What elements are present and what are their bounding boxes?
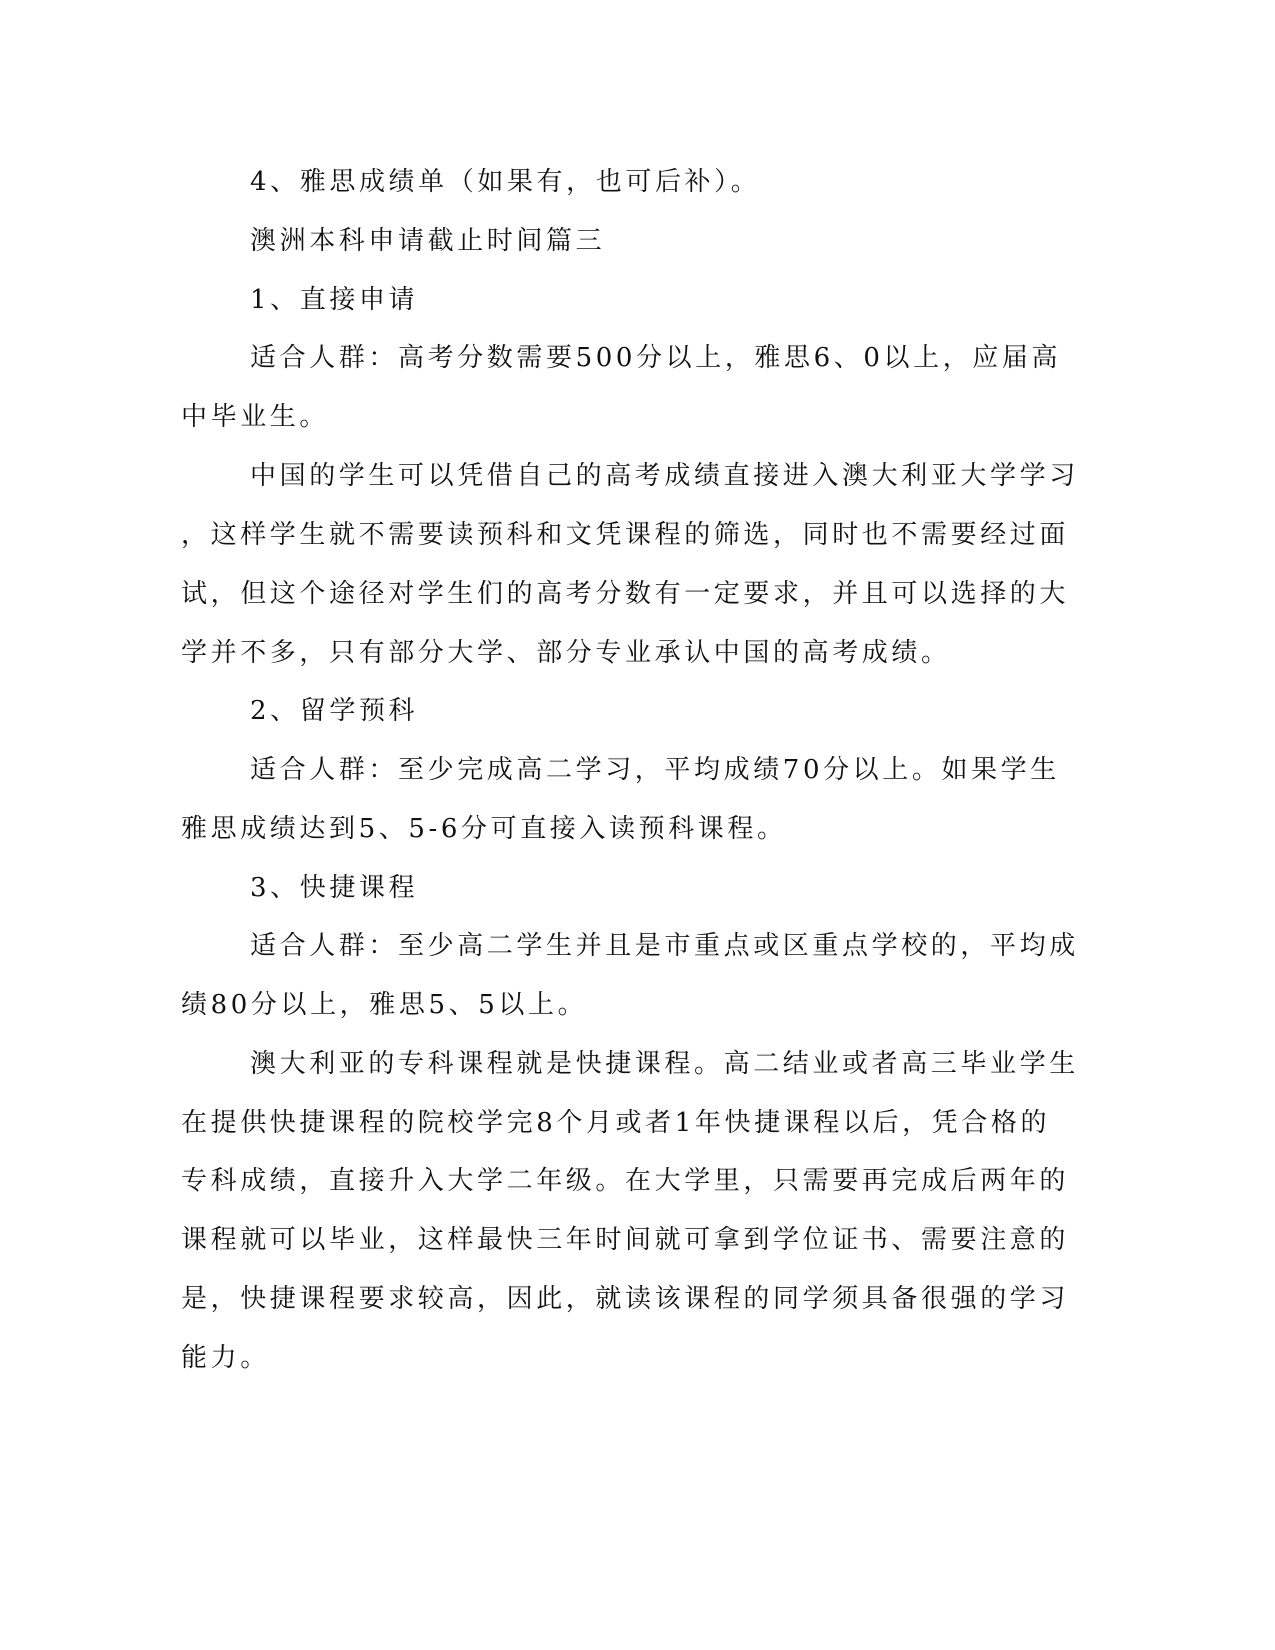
section-heading: 澳洲本科申请截止时间篇三	[250, 226, 606, 256]
paragraph-line: 是，快捷课程要求较高，因此，就读该课程的同学须具备很强的学习	[181, 1284, 1070, 1314]
paragraph-line: 中毕业生。	[181, 402, 330, 432]
paragraph-line: ，这样学生就不需要读预科和文凭课程的筛选，同时也不需要经过面	[181, 520, 1070, 550]
paragraph-line: 中国的学生可以凭借自己的高考成绩直接进入澳大利亚大学学习	[250, 461, 1079, 491]
paragraph-line: 4、雅思成绩单（如果有，也可后补）。	[250, 167, 761, 197]
paragraph-line: 适合人群：高考分数需要500分以上，雅思6、0以上，应届高	[250, 343, 1062, 373]
paragraph-line: 试，但这个途径对学生们的高考分数有一定要求，并且可以选择的大	[181, 579, 1070, 609]
subsection-heading: 3、快捷课程	[250, 873, 419, 903]
paragraph-line: 专科成绩，直接升入大学二年级。在大学里，只需要再完成后两年的	[181, 1166, 1070, 1196]
subsection-heading: 2、留学预科	[250, 696, 419, 726]
paragraph-line: 能力。	[181, 1343, 270, 1373]
paragraph-line: 学并不多，只有部分大学、部分专业承认中国的高考成绩。	[181, 638, 951, 668]
paragraph-line: 适合人群：至少完成高二学习，平均成绩70分以上。如果学生	[250, 755, 1060, 785]
paragraph-line: 澳大利亚的专科课程就是快捷课程。高二结业或者高三毕业学生	[250, 1049, 1079, 1079]
paragraph-line: 绩80分以上，雅思5、5以上。	[181, 990, 588, 1020]
paragraph-line: 适合人群：至少高二学生并且是市重点或区重点学校的，平均成	[250, 931, 1079, 961]
paragraph-line: 在提供快捷课程的院校学完8个月或者1年快捷课程以后，凭合格的	[181, 1108, 1051, 1138]
paragraph-line: 课程就可以毕业，这样最快三年时间就可拿到学位证书、需要注意的	[181, 1225, 1070, 1255]
paragraph-line: 雅思成绩达到5、5-6分可直接入读预科课程。	[181, 814, 787, 844]
subsection-heading: 1、直接申请	[250, 285, 419, 315]
